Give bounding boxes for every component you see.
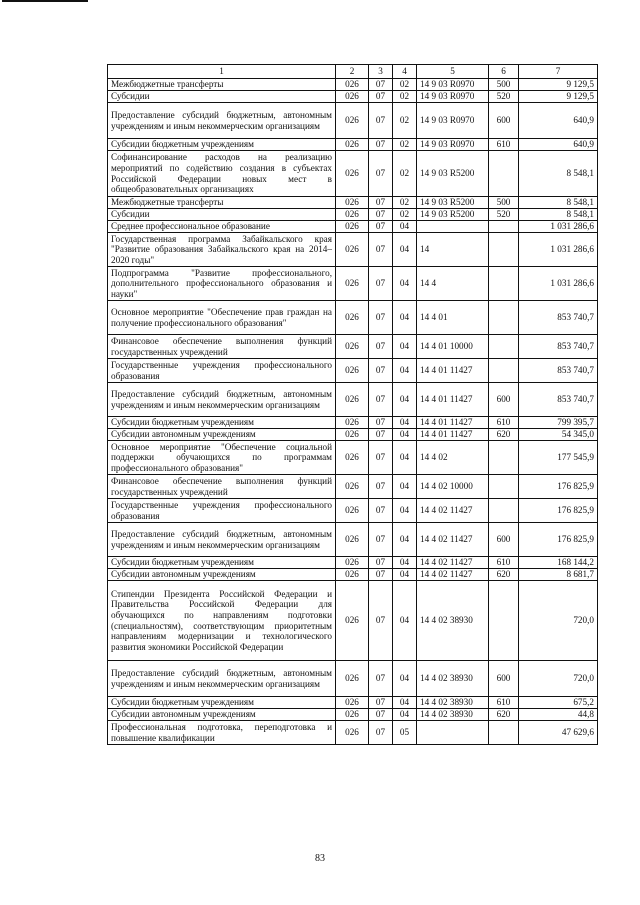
row-c5-cell: 14 4 01 11427 — [417, 359, 489, 383]
header-row — [108, 65, 598, 79]
row-name-cell: Основное мероприятие "Обеспечение социальной поддержки обучающихся по программам профессионального образования" — [108, 441, 336, 475]
row-name-cell: Субсидии бюджетным учреждениям — [108, 417, 336, 429]
row-c3-cell: 07 — [369, 499, 393, 523]
row-c5-cell: 14 9 03 R5200 — [417, 151, 489, 197]
row-c6-cell: 520 — [489, 209, 519, 221]
row-c4-cell: 02 — [393, 79, 417, 91]
row-c4-cell: 04 — [393, 383, 417, 417]
row-c2-cell: 026 — [336, 721, 369, 745]
table-row — [108, 429, 598, 441]
row-c5-cell: 14 4 02 38930 — [417, 709, 489, 721]
row-c4-cell: 04 — [393, 581, 417, 661]
row-c4-cell: 04 — [393, 429, 417, 441]
row-c2-cell: 026 — [336, 221, 369, 233]
row-c5-cell: 14 4 02 10000 — [417, 475, 489, 499]
row-c2-cell: 026 — [336, 499, 369, 523]
row-c3-cell: 07 — [369, 417, 393, 429]
row-c3-cell: 07 — [369, 197, 393, 209]
row-c6-cell: 620 — [489, 429, 519, 441]
row-c6-cell: 620 — [489, 709, 519, 721]
table-row — [108, 139, 598, 151]
row-name-cell: Финансовое обеспечение выполнения функций государственных учреждений — [108, 475, 336, 499]
row-c6-cell — [489, 441, 519, 475]
row-name-cell: Межбюджетные трансферты — [108, 79, 336, 91]
row-c2-cell: 026 — [336, 103, 369, 139]
row-name-cell: Софинансирование расходов на реализацию мероприятий по содействию создания в субъектах Российской Федерации новых мест в общеобразовательных организациях — [108, 151, 336, 197]
header-cell: 7 — [519, 65, 598, 79]
row-c6-cell: 610 — [489, 557, 519, 569]
header-cell: 6 — [489, 65, 519, 79]
row-c4-cell: 02 — [393, 151, 417, 197]
row-c2-cell: 026 — [336, 709, 369, 721]
row-c2-cell: 026 — [336, 233, 369, 267]
table-row — [108, 569, 598, 581]
row-c5-cell: 14 4 02 38930 — [417, 697, 489, 709]
row-name-cell: Предоставление субсидий бюджетным, автономным учреждениям и иным некоммерческим организациям — [108, 383, 336, 417]
row-c3-cell: 07 — [369, 103, 393, 139]
page-number: 83 — [315, 853, 325, 864]
row-name-cell: Субсидии бюджетным учреждениям — [108, 139, 336, 151]
row-c7-cell: 176 825,9 — [519, 523, 598, 557]
row-c3-cell: 07 — [369, 233, 393, 267]
row-c4-cell: 04 — [393, 569, 417, 581]
row-c4-cell: 04 — [393, 697, 417, 709]
row-name-cell: Межбюджетные трансферты — [108, 197, 336, 209]
row-name-cell: Субсидии бюджетным учреждениям — [108, 557, 336, 569]
row-c7-cell: 720,0 — [519, 661, 598, 697]
row-c7-cell: 853 740,7 — [519, 383, 598, 417]
row-c7-cell: 853 740,7 — [519, 301, 598, 335]
row-c3-cell: 07 — [369, 359, 393, 383]
row-c6-cell — [489, 721, 519, 745]
row-name-cell: Предоставление субсидий бюджетным, автономным учреждениям и иным некоммерческим организациям — [108, 523, 336, 557]
row-c3-cell: 07 — [369, 661, 393, 697]
row-c5-cell: 14 4 02 11427 — [417, 569, 489, 581]
row-c4-cell: 04 — [393, 661, 417, 697]
row-c2-cell: 026 — [336, 569, 369, 581]
row-c7-cell: 9 129,5 — [519, 79, 598, 91]
row-c3-cell: 07 — [369, 91, 393, 103]
table-row — [108, 335, 598, 359]
row-c5-cell: 14 9 03 R0970 — [417, 103, 489, 139]
row-c7-cell: 8 548,1 — [519, 209, 598, 221]
row-c2-cell: 026 — [336, 475, 369, 499]
row-c3-cell: 07 — [369, 209, 393, 221]
row-c6-cell — [489, 335, 519, 359]
row-c6-cell — [489, 267, 519, 301]
row-c2-cell: 026 — [336, 359, 369, 383]
row-c7-cell: 675,2 — [519, 697, 598, 709]
table-row — [108, 301, 598, 335]
table-row — [108, 267, 598, 301]
row-c6-cell — [489, 301, 519, 335]
row-name-cell: Субсидии — [108, 209, 336, 221]
row-name-cell: Предоставление субсидий бюджетным, автономным учреждениям и иным некоммерческим организациям — [108, 103, 336, 139]
row-c2-cell: 026 — [336, 523, 369, 557]
row-c7-cell: 176 825,9 — [519, 499, 598, 523]
row-c7-cell: 8 681,7 — [519, 569, 598, 581]
row-c6-cell — [489, 499, 519, 523]
row-c3-cell: 07 — [369, 569, 393, 581]
row-c2-cell: 026 — [336, 301, 369, 335]
row-c7-cell: 640,9 — [519, 103, 598, 139]
table-row — [108, 79, 598, 91]
row-name-cell: Среднее профессиональное образование — [108, 221, 336, 233]
row-name-cell: Субсидии автономным учреждениям — [108, 429, 336, 441]
row-c5-cell: 14 4 02 38930 — [417, 661, 489, 697]
row-c3-cell: 07 — [369, 335, 393, 359]
row-c5-cell — [417, 221, 489, 233]
row-c4-cell: 04 — [393, 523, 417, 557]
row-name-cell: Субсидии автономным учреждениям — [108, 569, 336, 581]
top-rule — [2, 0, 88, 2]
row-c7-cell: 853 740,7 — [519, 359, 598, 383]
row-name-cell: Субсидии — [108, 91, 336, 103]
row-c7-cell: 1 031 286,6 — [519, 233, 598, 267]
row-c7-cell: 9 129,5 — [519, 91, 598, 103]
row-c6-cell — [489, 359, 519, 383]
row-c4-cell: 04 — [393, 417, 417, 429]
row-name-cell: Финансовое обеспечение выполнения функций государственных учреждений — [108, 335, 336, 359]
budget-table — [107, 64, 598, 745]
row-c5-cell: 14 9 03 R0970 — [417, 139, 489, 151]
table-row — [108, 499, 598, 523]
row-c4-cell: 02 — [393, 139, 417, 151]
row-c6-cell: 500 — [489, 79, 519, 91]
row-c6-cell: 600 — [489, 661, 519, 697]
header-cell: 2 — [336, 65, 369, 79]
row-name-cell: Подпрограмма "Развитие профессионального, дополнительного профессионального образования и науки" — [108, 267, 336, 301]
row-c6-cell: 600 — [489, 383, 519, 417]
row-name-cell: Стипендии Президента Российской Федерации и Правительства Российской Федерации для обучающихся по направлениям подготовки (специальностям), соответствующим приоритетным направлениям модернизации и технологического развития экономики Российской Федерации — [108, 581, 336, 661]
row-c4-cell: 04 — [393, 301, 417, 335]
row-c7-cell: 1 031 286,6 — [519, 267, 598, 301]
row-c6-cell: 620 — [489, 569, 519, 581]
row-c3-cell: 07 — [369, 79, 393, 91]
row-c4-cell: 02 — [393, 91, 417, 103]
row-c2-cell: 026 — [336, 139, 369, 151]
row-c4-cell: 02 — [393, 197, 417, 209]
row-c7-cell: 176 825,9 — [519, 475, 598, 499]
row-c5-cell — [417, 721, 489, 745]
row-name-cell: Профессиональная подготовка, переподготовка и повышение квалификации — [108, 721, 336, 745]
row-c5-cell: 14 9 03 R0970 — [417, 79, 489, 91]
row-c4-cell: 04 — [393, 359, 417, 383]
row-c3-cell: 07 — [369, 557, 393, 569]
row-c2-cell: 026 — [336, 335, 369, 359]
row-c2-cell: 026 — [336, 197, 369, 209]
row-c4-cell: 04 — [393, 335, 417, 359]
row-c2-cell: 026 — [336, 429, 369, 441]
row-c7-cell: 799 395,7 — [519, 417, 598, 429]
row-c5-cell: 14 9 03 R5200 — [417, 209, 489, 221]
row-c3-cell: 07 — [369, 383, 393, 417]
row-c6-cell — [489, 475, 519, 499]
row-c5-cell: 14 4 01 11427 — [417, 429, 489, 441]
row-c3-cell: 07 — [369, 721, 393, 745]
row-c3-cell: 07 — [369, 151, 393, 197]
table-row — [108, 523, 598, 557]
row-c6-cell: 610 — [489, 697, 519, 709]
row-c7-cell: 8 548,1 — [519, 151, 598, 197]
row-c5-cell: 14 4 01 11427 — [417, 383, 489, 417]
row-c7-cell: 44,8 — [519, 709, 598, 721]
row-c5-cell: 14 4 02 11427 — [417, 557, 489, 569]
row-c3-cell: 07 — [369, 441, 393, 475]
row-c3-cell: 07 — [369, 429, 393, 441]
row-c5-cell: 14 4 01 — [417, 301, 489, 335]
row-c4-cell: 04 — [393, 267, 417, 301]
row-c2-cell: 026 — [336, 661, 369, 697]
table-row — [108, 697, 598, 709]
row-c3-cell: 07 — [369, 697, 393, 709]
row-c5-cell: 14 4 01 11427 — [417, 417, 489, 429]
row-c5-cell: 14 9 03 R0970 — [417, 91, 489, 103]
table-row — [108, 233, 598, 267]
row-c4-cell: 05 — [393, 721, 417, 745]
table-row — [108, 557, 598, 569]
row-c7-cell: 177 545,9 — [519, 441, 598, 475]
table-row — [108, 209, 598, 221]
row-name-cell: Основное мероприятие "Обеспечение прав граждан на получение профессионального образования" — [108, 301, 336, 335]
row-name-cell: Предоставление субсидий бюджетным, автономным учреждениям и иным некоммерческим организациям — [108, 661, 336, 697]
row-c4-cell: 04 — [393, 475, 417, 499]
row-c7-cell: 720,0 — [519, 581, 598, 661]
row-c2-cell: 026 — [336, 267, 369, 301]
row-c2-cell: 026 — [336, 383, 369, 417]
row-c6-cell: 600 — [489, 523, 519, 557]
row-c7-cell: 168 144,2 — [519, 557, 598, 569]
table-row — [108, 91, 598, 103]
row-c4-cell: 04 — [393, 221, 417, 233]
row-c2-cell: 026 — [336, 151, 369, 197]
row-name-cell: Государственная программа Забайкальского края "Развитие образования Забайкальского края на 2014–2020 годы" — [108, 233, 336, 267]
row-c5-cell: 14 4 02 11427 — [417, 523, 489, 557]
row-c6-cell — [489, 581, 519, 661]
row-c4-cell: 04 — [393, 499, 417, 523]
row-c5-cell: 14 — [417, 233, 489, 267]
table-row — [108, 383, 598, 417]
row-c5-cell: 14 9 03 R5200 — [417, 197, 489, 209]
row-c2-cell: 026 — [336, 581, 369, 661]
row-c4-cell: 04 — [393, 557, 417, 569]
row-name-cell: Субсидии бюджетным учреждениям — [108, 697, 336, 709]
row-c2-cell: 026 — [336, 79, 369, 91]
header-cell: 4 — [393, 65, 417, 79]
table-row — [108, 581, 598, 661]
row-c2-cell: 026 — [336, 209, 369, 221]
row-c4-cell: 02 — [393, 209, 417, 221]
row-c3-cell: 07 — [369, 581, 393, 661]
row-c3-cell: 07 — [369, 267, 393, 301]
row-c6-cell: 610 — [489, 139, 519, 151]
row-name-cell: Государственные учреждения профессионального образования — [108, 499, 336, 523]
header-cell: 5 — [417, 65, 489, 79]
row-c5-cell: 14 4 — [417, 267, 489, 301]
header-cell: 1 — [108, 65, 336, 79]
row-c5-cell: 14 4 02 — [417, 441, 489, 475]
row-c3-cell: 07 — [369, 475, 393, 499]
table-row — [108, 721, 598, 745]
row-c4-cell: 02 — [393, 103, 417, 139]
row-c6-cell: 610 — [489, 417, 519, 429]
row-c7-cell: 47 629,6 — [519, 721, 598, 745]
row-c4-cell: 04 — [393, 441, 417, 475]
table-row — [108, 441, 598, 475]
table-row — [108, 103, 598, 139]
table-row — [108, 151, 598, 197]
row-c7-cell: 8 548,1 — [519, 197, 598, 209]
row-c2-cell: 026 — [336, 441, 369, 475]
row-c7-cell: 1 031 286,6 — [519, 221, 598, 233]
row-c7-cell: 640,9 — [519, 139, 598, 151]
row-c6-cell — [489, 221, 519, 233]
table-row — [108, 417, 598, 429]
row-name-cell: Государственные учреждения профессионального образования — [108, 359, 336, 383]
row-c3-cell: 07 — [369, 523, 393, 557]
header-cell: 3 — [369, 65, 393, 79]
row-c3-cell: 07 — [369, 139, 393, 151]
row-c5-cell: 14 4 02 11427 — [417, 499, 489, 523]
row-c6-cell — [489, 233, 519, 267]
row-c3-cell: 07 — [369, 221, 393, 233]
row-c4-cell: 04 — [393, 233, 417, 267]
row-c7-cell: 54 345,0 — [519, 429, 598, 441]
row-c5-cell: 14 4 01 10000 — [417, 335, 489, 359]
row-c2-cell: 026 — [336, 697, 369, 709]
row-name-cell: Субсидии автономным учреждениям — [108, 709, 336, 721]
row-c2-cell: 026 — [336, 91, 369, 103]
row-c6-cell: 520 — [489, 91, 519, 103]
table-row — [108, 661, 598, 697]
table-row — [108, 197, 598, 209]
table-row — [108, 221, 598, 233]
row-c3-cell: 07 — [369, 709, 393, 721]
row-c2-cell: 026 — [336, 417, 369, 429]
row-c2-cell: 026 — [336, 557, 369, 569]
row-c3-cell: 07 — [369, 301, 393, 335]
row-c6-cell: 500 — [489, 197, 519, 209]
table-row — [108, 475, 598, 499]
table-row — [108, 709, 598, 721]
row-c5-cell: 14 4 02 38930 — [417, 581, 489, 661]
row-c4-cell: 04 — [393, 709, 417, 721]
row-c6-cell — [489, 151, 519, 197]
row-c7-cell: 853 740,7 — [519, 335, 598, 359]
table-row — [108, 359, 598, 383]
row-c6-cell: 600 — [489, 103, 519, 139]
